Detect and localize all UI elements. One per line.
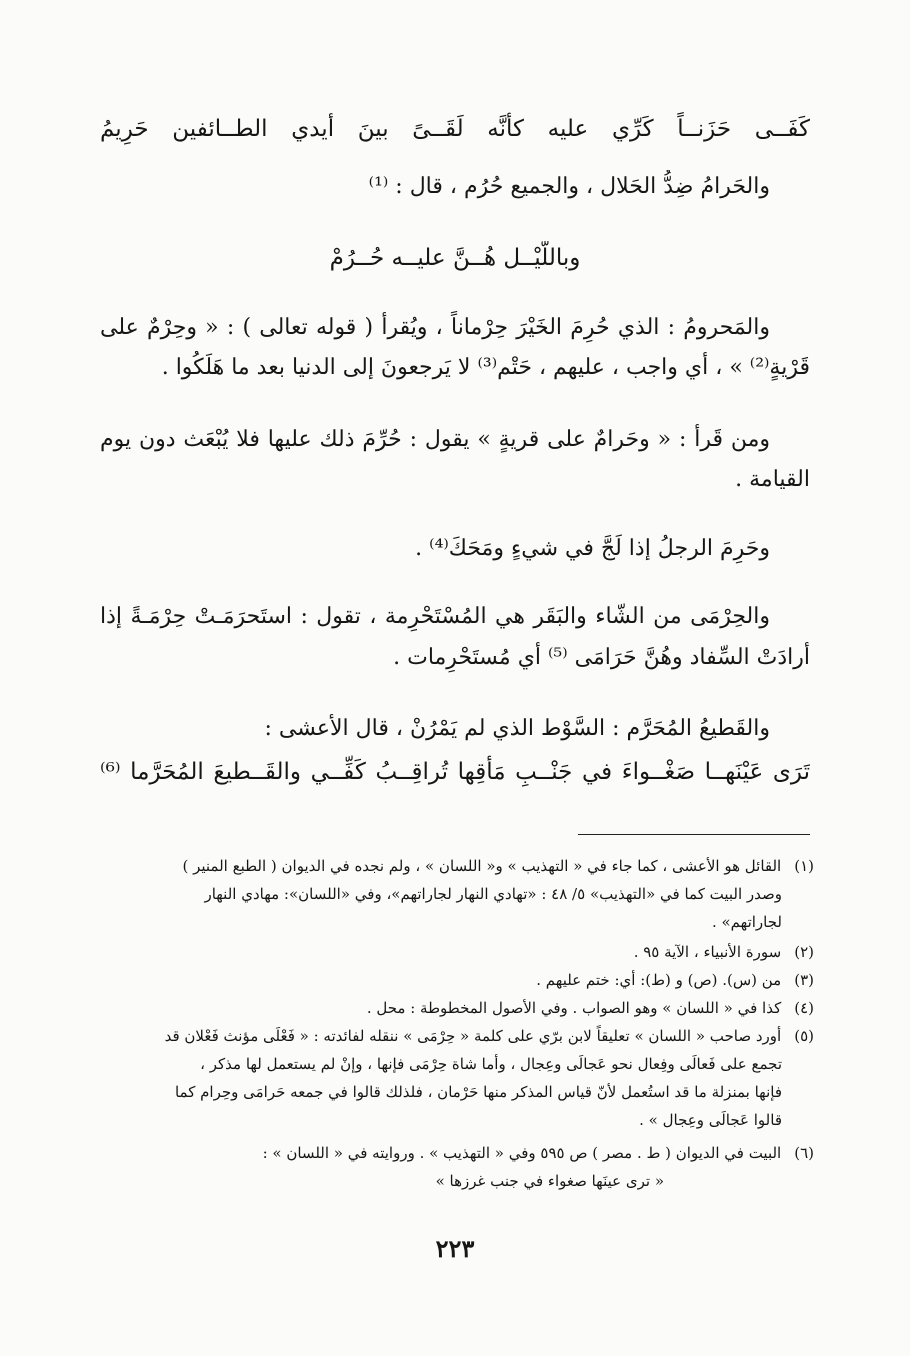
paragraph-4-line-2: أرادَتْ السِّفاد وهُنَّ حَرَامَى ⁽⁵⁾ أي مُستَحْرِمات . [393,645,810,670]
footnote-text: القائل هو الأعشى ، كما جاء في « التهذيب » و« اللسان » ، ولم نجده في الديوان ( الطبع المنير ) [182,857,782,875]
text-line-2: والحَرامُ ضِدُّ الحَلال ، والجميع حُرُم ، قال : ⁽¹⁾ [368,174,770,199]
footnote-number: (٢) [794,943,814,961]
footnote-3 [98,968,814,993]
verse-3: تَرَى عَيْنَهــا صَغْــواءَ في جَنْــبِ مَأْقِها تُراقِــبُ كَفِّــي والقَــطيعَ المُحَرَّما ⁽⁶⁾ [100,759,810,785]
footnote-5-cont-3: قالوا عَجالَى وعِجال » . [639,1111,782,1129]
footnote-number: (٦) [794,1144,814,1162]
footnote-text: من (س). (ص) و (ط): أي: ختم عليهم . [536,971,782,989]
page-number: ٢٢٣ [435,1234,475,1263]
footnote-number: (٣) [794,971,814,989]
footnote-text: كذا في « اللسان » وهو الصواب . وفي الأصول المخطوطة : محل . [366,999,782,1017]
footnote-1-cont-2: لجاراتهم» . [711,913,782,931]
footnote-6-cont-1: « ترى عينَها صغواء في جنب غرزها » [435,1172,664,1190]
footnote-5-cont-1: تجمع على فَعالَى وفِعال نحو عَجالَى وعِجال ، وأما شاة حِرْمَى فإنها ، وإنْ لم يستعمل لها مذكر ، [200,1055,782,1073]
footnote-number: (١) [794,857,814,875]
footnote-1-cont-1: وصدر البيت كما في «التهذيب» ٥/ ٤٨ : «تهادي النهار لجاراتهم»، وفي «اللسان»: مهادي النهار [204,885,782,903]
footnote-text: أورد صاحب « اللسان » تعليقاً لابن برّي على كلمة « حِرْمَى » ننقله لفائدته : « فَعْلَى مؤنث فَعْلان قد [164,1027,782,1045]
verse-1: كَفَــى حَزَنــاً كَرِّي عليه كأنَّه لَقَــىً بينَ أيدي الطــائفين حَرِيمُ [100,116,810,142]
footnote-5 [98,1024,814,1049]
footnote-text: البيت في الديوان ( ط . مصر ) ص ٥٩٥ وفي « التهذيب » . وروايته في « اللسان » : [262,1144,782,1162]
footnote-1 [98,854,814,879]
footnote-2 [98,940,814,965]
footnote-text: سورة الأنبياء ، الآية ٩٥ . [633,943,782,961]
paragraph-5-line-1: والقَطيعُ المُحَرَّم : السَّوْط الذي لم يَمْرُنْ ، قال الأعشى : [264,716,770,741]
footnote-6 [98,1141,814,1166]
footnote-5-cont-2: فإنها بمنزلة ما قد استُعمل لأنّ قياس المذكر منها حَرْمان ، فلذلك قالوا في جمعه حَرامَى وحِرام كما [174,1083,782,1101]
paragraph-1-line-1: والمَحرومُ : الذي حُرِمَ الخَيْرَ حِرْماناً ، ويُقرأ ( قوله تعالى ) : « وحِرْمٌ على [100,315,770,340]
paragraph-3-line-1: وحَرِمَ الرجلُ إذا لَجَّ في شيءٍ ومَحَكَ⁽⁴⁾ . [415,536,770,561]
paragraph-2-line-1: ومن قَرأ : « وحَرامٌ على قريةٍ » يقول : حُرِّمَ ذلك عليها فلا يُبْعَث دون يوم [100,427,770,452]
footnote-number: (٥) [794,1027,814,1045]
paragraph-2-line-2: القيامة . [735,467,810,492]
verse-2: وباللّيْــل هُــنَّ عليــه حُــرُمْ [329,245,581,271]
footnote-number: (٤) [794,999,814,1017]
paragraph-1-line-2: قَرْيةٍ⁽²⁾ » ، أي واجب ، عليهم ، حَتْم⁽³⁾ لا يَرجعونَ إلى الدنيا بعد ما هَلَكُوا . [161,355,810,380]
paragraph-4-line-1: والحِرْمَى من الشّاء والبَقَر هي المُسْتَحْرِمة ، تقول : استَحرَمَـتْ حِرْمَـةً إذا [100,604,770,629]
footnote-divider [578,834,810,835]
footnote-4 [98,996,814,1021]
